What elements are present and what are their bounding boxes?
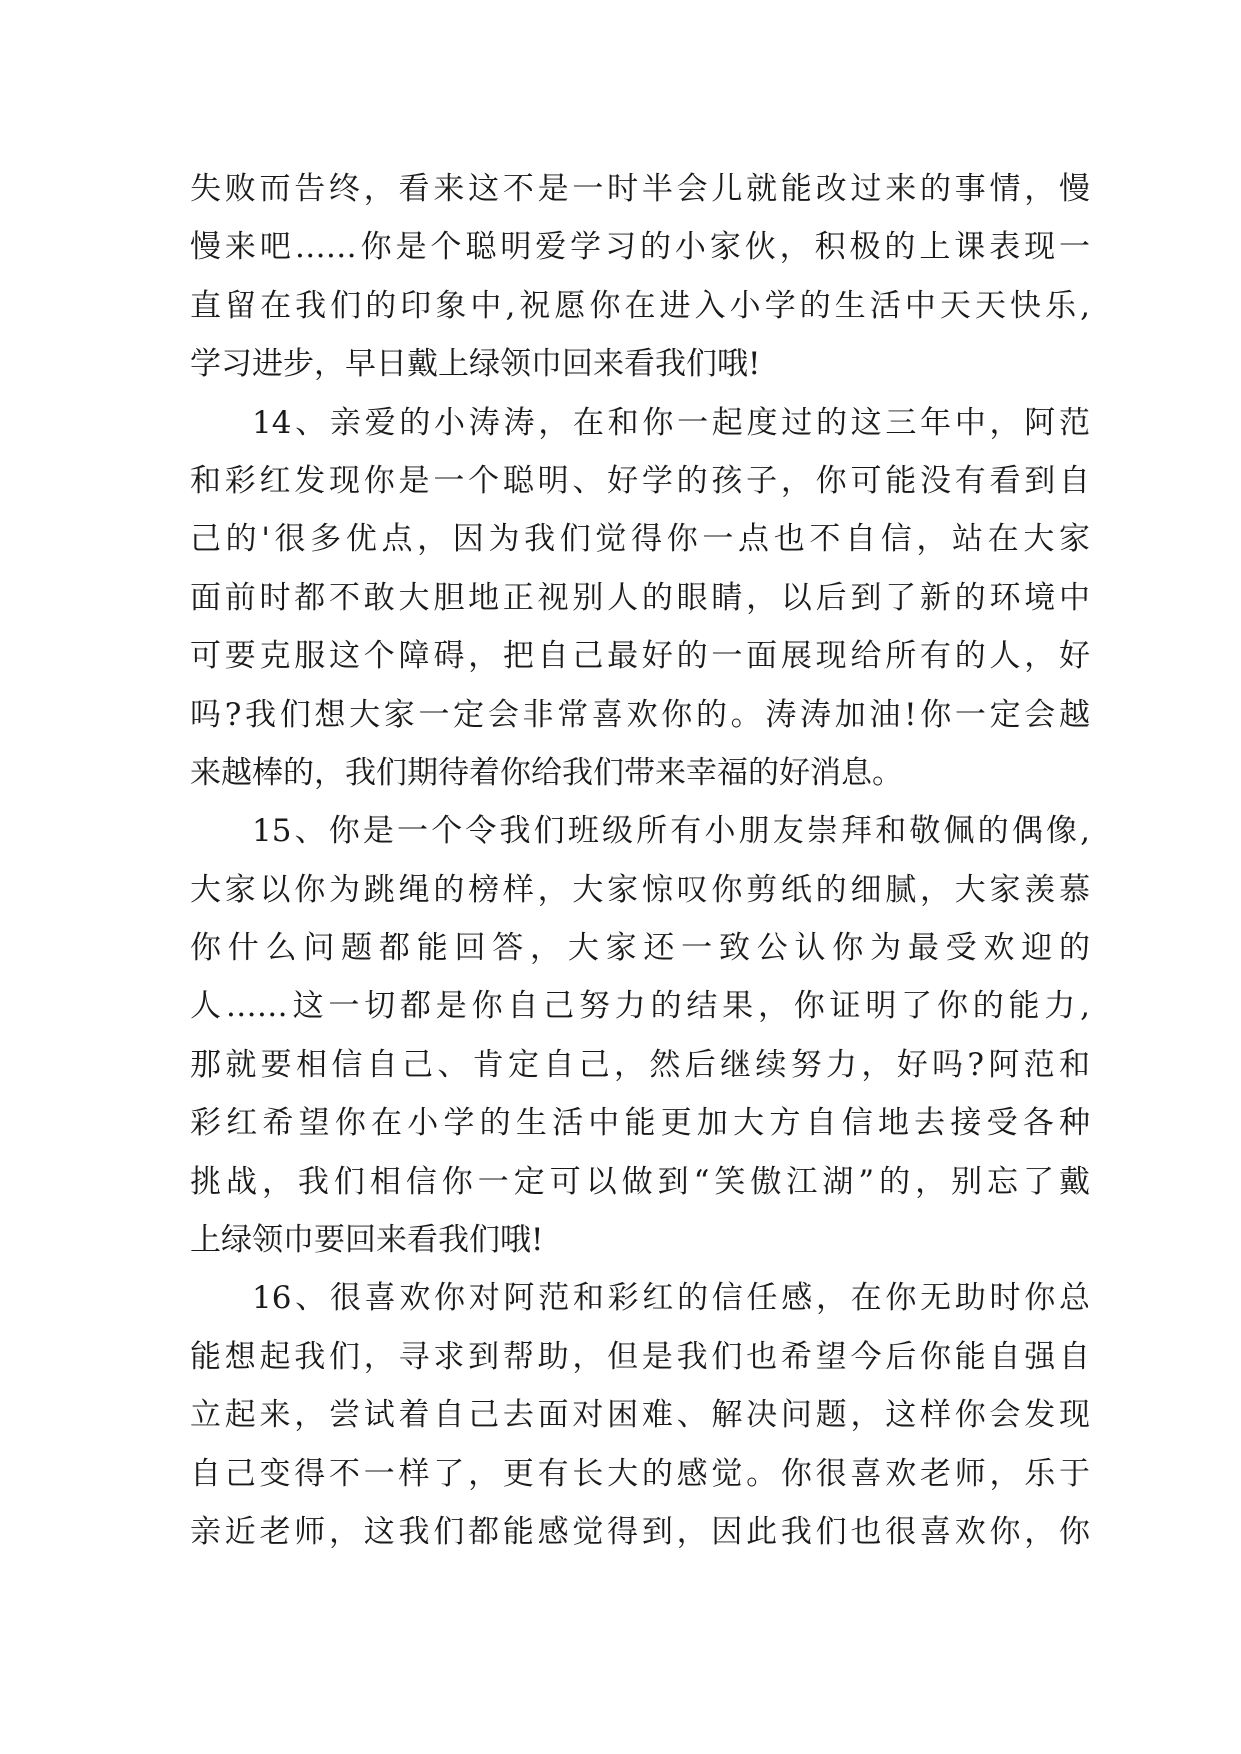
text-line: 挑战，我们相信你一定可以做到“笑傲江湖”的，别忘了戴 <box>190 1163 1090 1200</box>
text-line: 大家以你为跳绳的榜样，大家惊叹你剪纸的细腻，大家羡慕 <box>190 871 1090 908</box>
paragraph-16-first-line: 16、很喜欢你对阿范和彩红的信任感，在你无助时你总 <box>252 1280 1090 1317</box>
text-line: 面前时都不敢大胆地正视别人的眼睛，以后到了新的环境中 <box>190 579 1090 616</box>
text-line: 己的'很多优点，因为我们觉得你一点也不自信，站在大家 <box>190 521 1090 558</box>
paragraph-15-first-line: 15、你是一个令我们班级所有小朋友崇拜和敬佩的偶像, <box>252 813 1090 850</box>
text-line: 可要克服这个障碍，把自己最好的一面展现给所有的人，好 <box>190 638 1090 675</box>
text-line: 慢来吧……你是个聪明爱学习的小家伙，积极的上课表现一 <box>190 229 1090 266</box>
text-line: 彩红希望你在小学的生活中能更加大方自信地去接受各种 <box>190 1105 1090 1142</box>
text-line: 吗?我们想大家一定会非常喜欢你的。涛涛加油!你一定会越 <box>190 696 1090 733</box>
text-line: 和彩红发现你是一个聪明、好学的孩子，你可能没有看到自 <box>190 462 1090 499</box>
paragraph-14-first-line: 14、亲爱的小涛涛，在和你一起度过的这三年中，阿范 <box>252 404 1090 441</box>
text-line: 学习进步，早日戴上绿领巾回来看我们哦! <box>190 346 761 383</box>
text-line: 立起来，尝试着自己去面对困难、解决问题，这样你会发现 <box>190 1397 1090 1434</box>
document-body <box>190 160 1090 1561</box>
text-line: 那就要相信自己、肯定自己，然后继续努力，好吗?阿范和 <box>190 1046 1090 1083</box>
text-line: 直留在我们的印象中,祝愿你在进入小学的生活中天天快乐, <box>190 287 1090 324</box>
text-line: 来越棒的，我们期待着你给我们带来幸福的好消息。 <box>190 754 903 791</box>
text-line: 亲近老师，这我们都能感觉得到，因此我们也很喜欢你，你 <box>190 1513 1090 1550</box>
text-line: 自己变得不一样了，更有长大的感觉。你很喜欢老师，乐于 <box>190 1455 1090 1492</box>
text-line: 你什么问题都能回答，大家还一致公认你为最受欢迎的 <box>190 930 1090 967</box>
text-line: 上绿领巾要回来看我们哦! <box>190 1222 544 1259</box>
text-line: 失败而告终，看来这不是一时半会儿就能改过来的事情，慢 <box>190 171 1090 207</box>
text-line: 人……这一切都是你自己努力的结果，你证明了你的能力, <box>190 988 1090 1025</box>
text-line: 能想起我们，寻求到帮助，但是我们也希望今后你能自强自 <box>190 1338 1090 1375</box>
